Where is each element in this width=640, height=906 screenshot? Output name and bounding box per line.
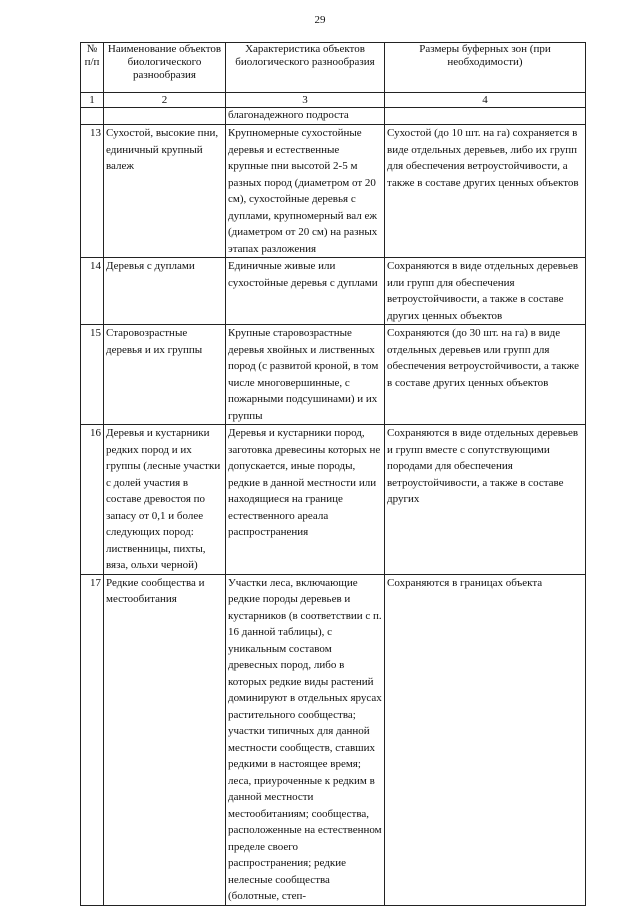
column-index: 1 — [81, 93, 104, 108]
row-number: 13 — [81, 125, 104, 258]
object-name: Деревья с дуплами — [104, 258, 226, 325]
continuation-row — [81, 108, 586, 125]
biodiversity-table — [80, 42, 586, 906]
table-row — [81, 258, 586, 325]
object-characteristic: Крупные старовозрастные деревья хвойных и лиственных пород (с развитой кроной, в том числе многовершинные, с пожарными подсушинами) и их группы — [226, 325, 385, 425]
table-row — [81, 325, 586, 425]
object-characteristic: Крупномерные сухостойные деревья и естественные крупные пни высотой 2-5 м разных пород (диаметром от 20 см), сухостойные деревья с дуплами, крупномерный вал еж (диаметром от 20 см) на разных этапах разложения — [226, 125, 385, 258]
table-cell — [104, 108, 226, 125]
row-number: 15 — [81, 325, 104, 425]
page-number: 29 — [314, 14, 326, 26]
header-buffer-zone: Размеры буферных зон (при необходимости) — [385, 43, 586, 93]
row-number: 16 — [81, 425, 104, 575]
table-row — [81, 125, 586, 258]
buffer-zone: Сохраняются в виде отдельных деревьев или групп для обеспечения ветроустойчивости, а также в составе других ценных объектов — [385, 258, 586, 325]
table-cell — [81, 108, 104, 125]
continuation-text: благонадежного подроста — [226, 108, 385, 125]
object-characteristic: Участки леса, включающие редкие породы деревьев и кустарников (в соответствии с п. 16 данной таблицы), с уникальным составом древесных пород, либо в которых редкие виды растений доминируют в отдельных ярусах растительного сообщества; участки типичных для данной местности сообществ, ставших редкими в настоящее время; леса, приуроченные к редким в данной местности местообитаниям; сообщества, расположенные на естественном пределе своего распространения; редкие нелесные сообщества (болотные, степ- — [226, 574, 385, 905]
header-characteristic: Характеристика объектов биологического разнообразия — [226, 43, 385, 93]
column-index: 4 — [385, 93, 586, 108]
buffer-zone: Сухостой (до 10 шт. на га) сохраняется в виде отдельных деревьев, либо их групп для обеспечения ветроустойчивости, а также в составе других ценных объектов — [385, 125, 586, 258]
object-name: Старовозрастные деревья и их группы — [104, 325, 226, 425]
object-characteristic: Единичные живые или сухостойные деревья с дуплами — [226, 258, 385, 325]
table-header-row — [81, 43, 586, 93]
row-number: 17 — [81, 574, 104, 905]
object-name: Редкие сообщества и местообитания — [104, 574, 226, 905]
object-characteristic: Деревья и кустарники пород, заготовка древесины которых не допускается, иные породы, редкие в данной местности или находящиеся на границе естественного ареала распространения — [226, 425, 385, 575]
buffer-zone: Сохраняются в виде отдельных деревьев и групп вместе с сопутствующими породами для обеспечения ветроустойчивости, а также в составе других — [385, 425, 586, 575]
row-number: 14 — [81, 258, 104, 325]
table-row — [81, 574, 586, 905]
column-index: 3 — [226, 93, 385, 108]
table-row — [81, 425, 586, 575]
object-name: Сухостой, высокие пни, единичный крупный валеж — [104, 125, 226, 258]
column-index-row — [81, 93, 586, 108]
object-name: Деревья и кустарники редких пород и их группы (лесные участки с долей участия в составе древостоя по запасу от 0,1 и более следующих пород: лиственницы, пихты, вяза, ольхи черной) — [104, 425, 226, 575]
column-index: 2 — [104, 93, 226, 108]
header-object-name: Наименование объектов биологического разнообразия — [104, 43, 226, 93]
header-number: № п/п — [81, 43, 104, 93]
buffer-zone: Сохраняются (до 30 шт. на га) в виде отдельных деревьев или групп для обеспечения ветроустойчивости, а также в составе других ценных объектов — [385, 325, 586, 425]
buffer-zone: Сохраняются в границах объекта — [385, 574, 586, 905]
table-cell — [385, 108, 586, 125]
